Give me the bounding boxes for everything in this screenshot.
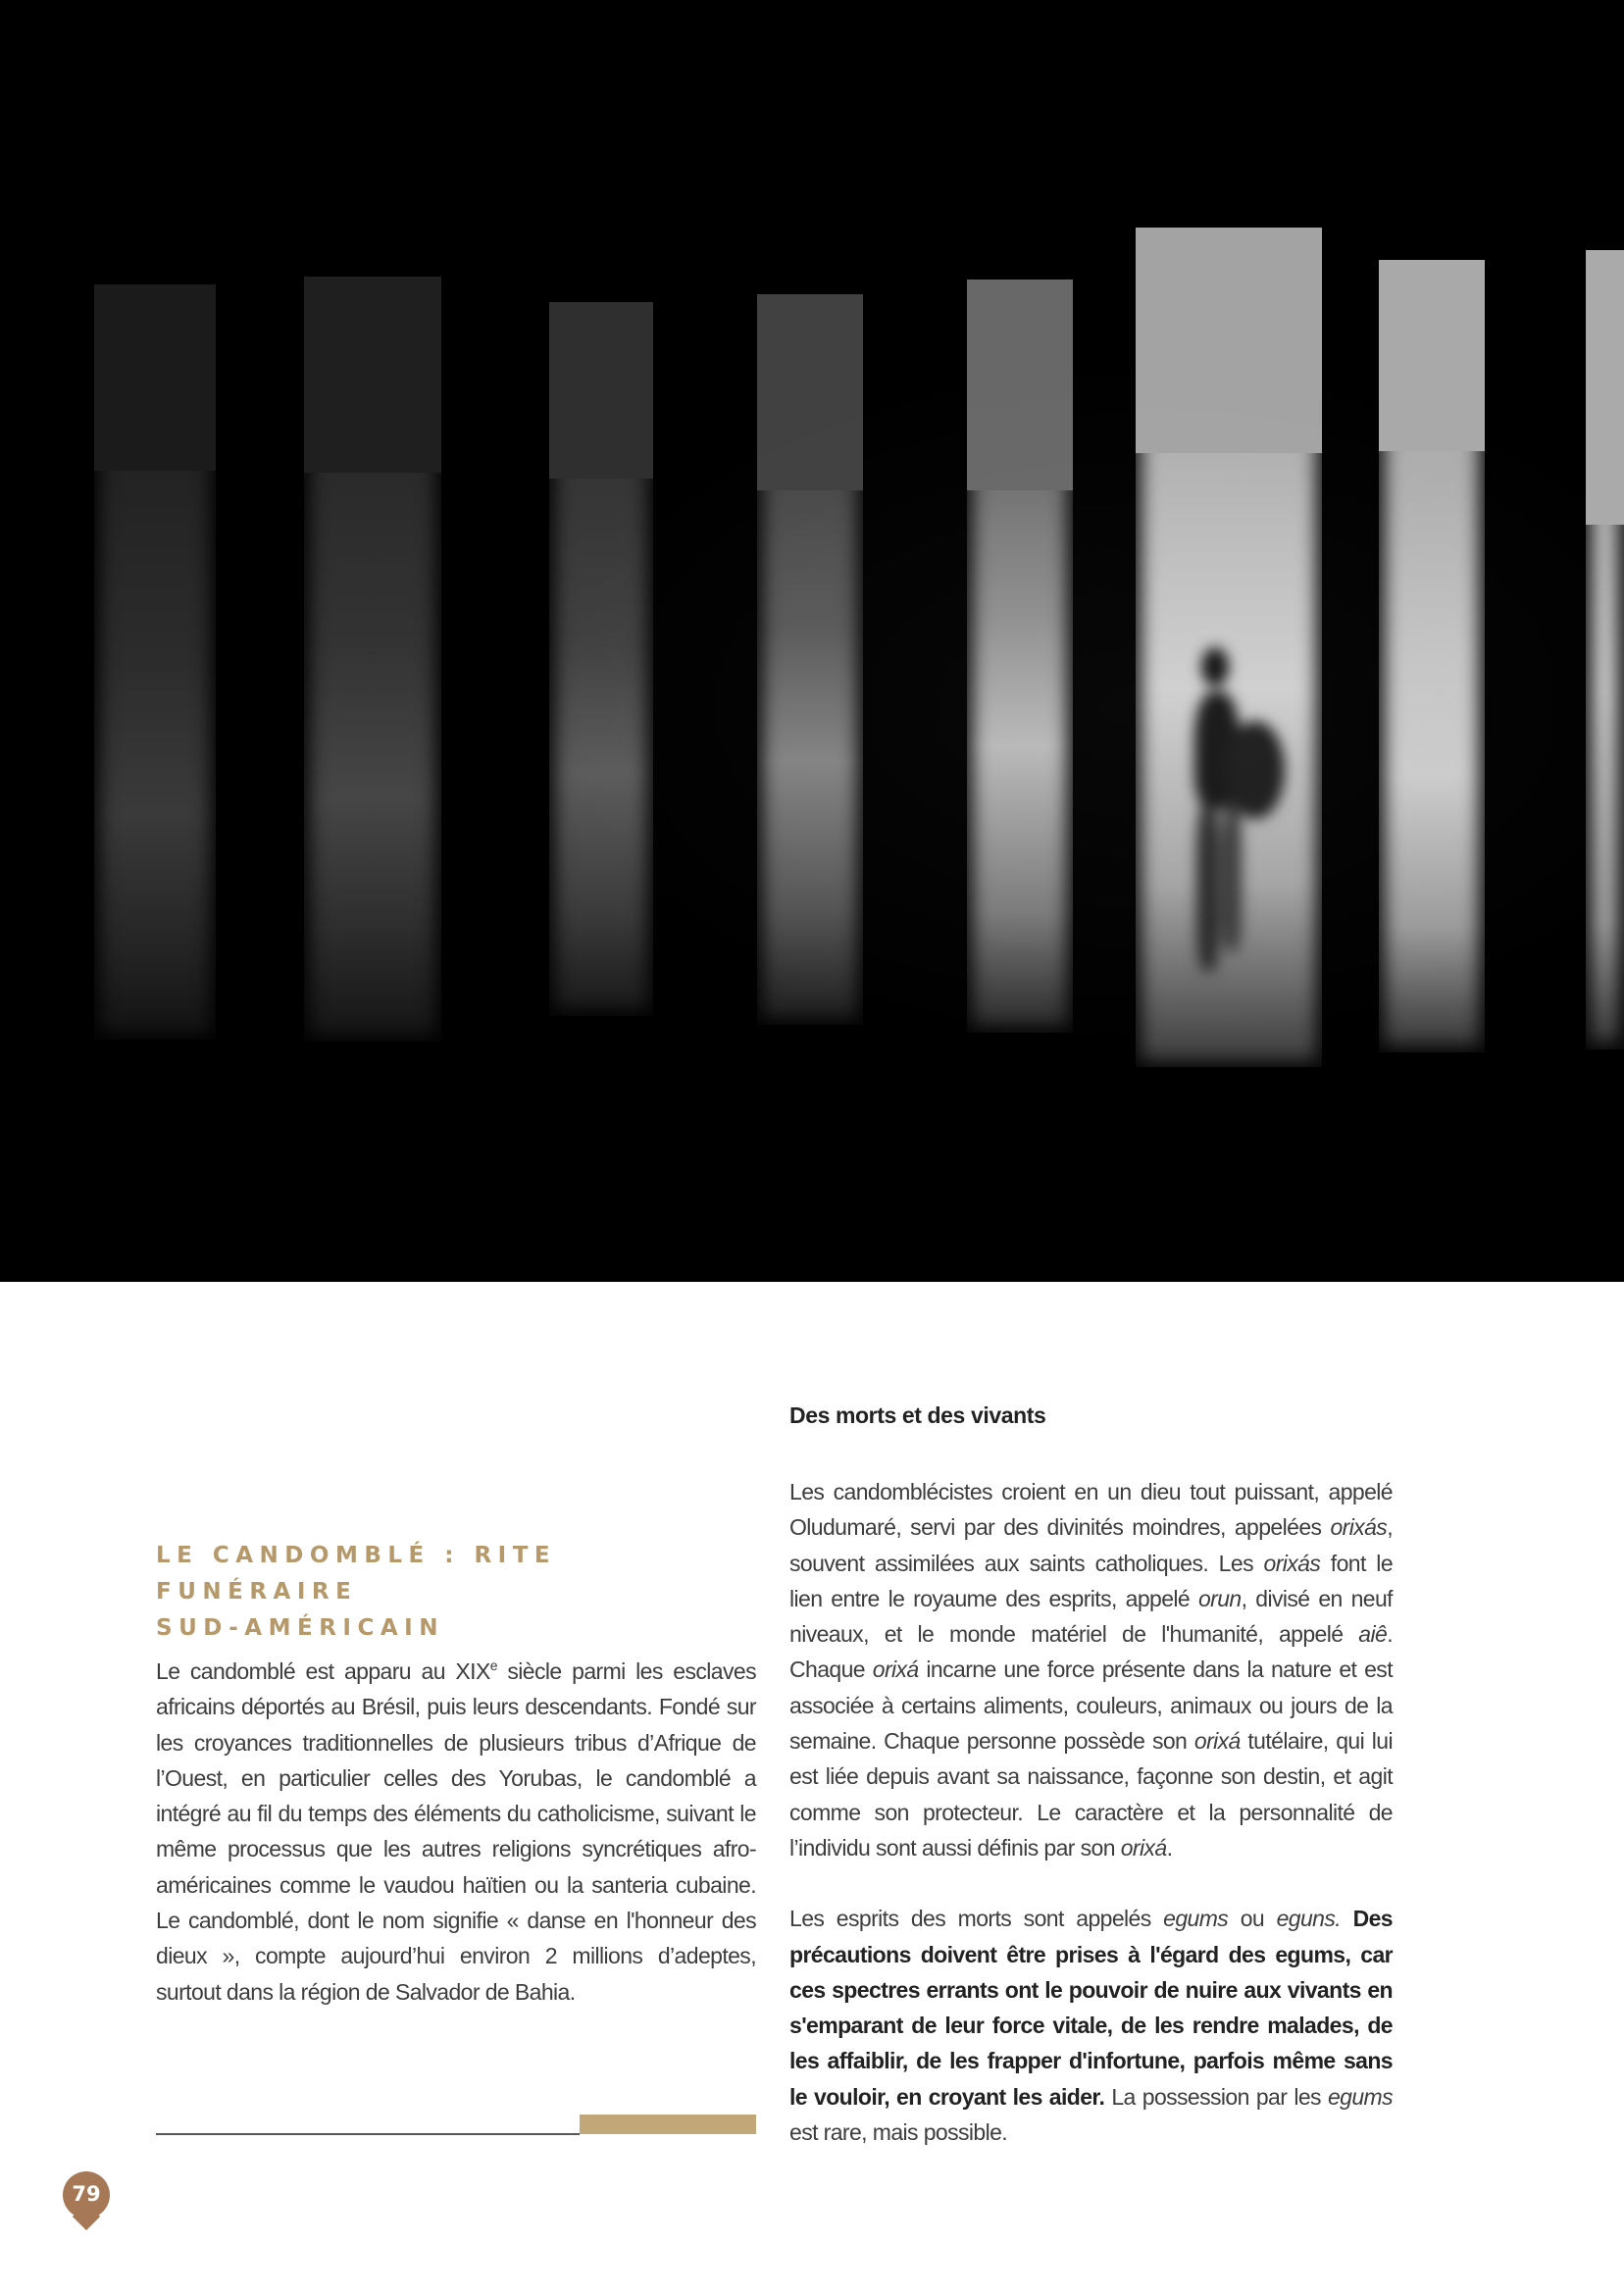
page-number: 79 (72, 2182, 101, 2206)
divider-accent (580, 2115, 756, 2134)
body-column (789, 1474, 1393, 2150)
section-title-line-1: LE CANDOMBLÉ : RITE FUNÉRAIRE (156, 1543, 557, 1605)
page-marker (63, 2171, 110, 2218)
subheading: Des morts et des vivants (789, 1402, 1046, 1428)
paragraph-1: Les candomblécistes croient en un dieu tout puissant, appelé Oludumaré, servi par des divinités moindres, appelées orixás, souvent assimilées aux saints catholiques. Les orixás font le lien entre le royaume des esprits, appelé orun, divisé en neuf niveaux, et le monde matériel de l'humanité, appelé aiê. Chaque orixá incarne une force présente dans la nature et est associée à certains aliments, couleurs, animaux ou jours de la semaine. Chaque personne possède son orixá tutélaire, qui lui est liée depuis avant sa naissance, façonne son destin, et agit comme son protecteur. Le caractère et la personnalité de l’individu sont aussi définis par son orixá. (789, 1479, 1394, 1861)
section-title-line-2: SUD-AMÉRICAIN (156, 1615, 444, 1641)
paragraph-2: Les esprits des morts sont appelés egums ou eguns. Des précautions doivent être prises à l'égard des egums, car ces spectres errants ont le pouvoir de nuire aux vivants en s'emparant de leur force vitale, de les rendre malades, de les affaiblir, de les frapper d'infortune, parfois même sans le vouloir, en croyant les aider. La possession par les egums est rare, mais possible. (789, 1906, 1393, 2146)
section-title (156, 1538, 764, 1647)
intro-paragraph: Le candomblé est apparu au XIXe siècle parmi les esclaves africains déportés au Brésil, puis leurs descendants. Fondé sur les croyances traditionnelles de plusieurs tribus d’Afrique de l’Ouest, en particulier celles des Yorubas, le candomblé a intégré au fil du temps des éléments du catholicisme, suivant le même processus que les autres religions syncrétiques afro-américaines comme le vaudou haïtien ou la santeria cubaine. Le candomblé, dont le nom signifie « danse en l'honneur des dieux », compte aujourd’hui environ 2 millions d’adeptes, surtout dans la région de Salvador de Bahia. (156, 1657, 756, 2005)
divider-line (156, 2133, 580, 2135)
superscript: e (489, 1657, 497, 1673)
intro-column (156, 1648, 756, 2010)
